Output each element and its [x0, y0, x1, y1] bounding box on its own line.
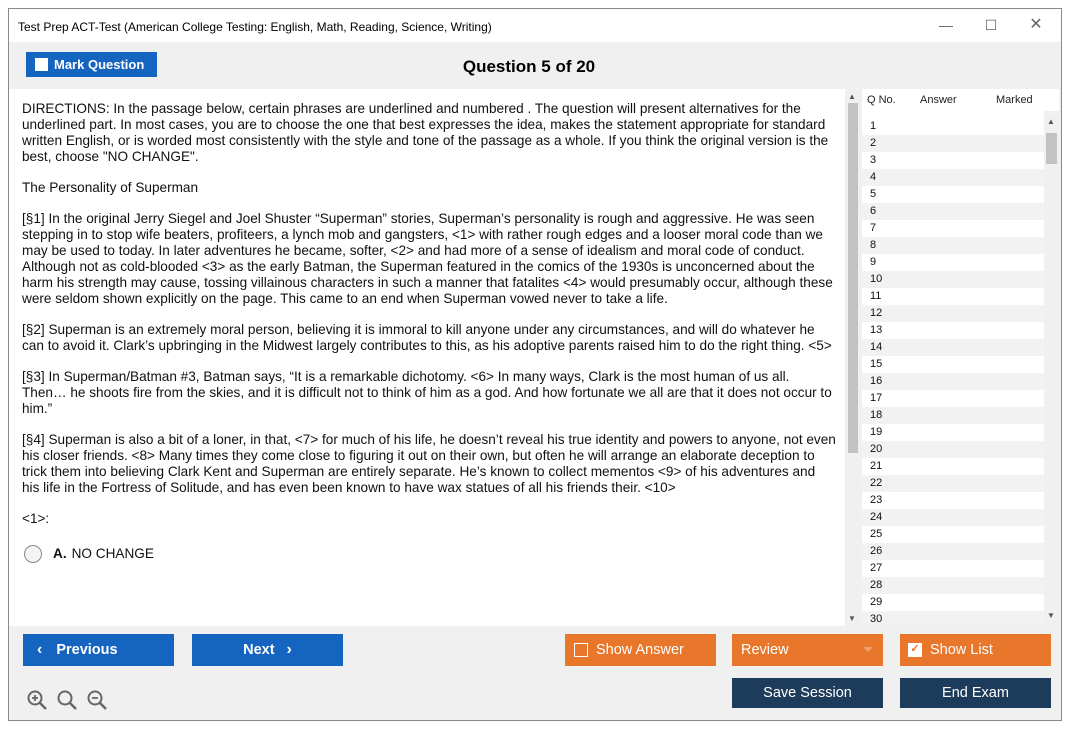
question-list-row[interactable]: 12: [862, 305, 1044, 322]
question-list-row[interactable]: 29: [870, 596, 883, 608]
question-list-row[interactable]: 15: [870, 358, 883, 370]
question-list-row[interactable]: 4: [862, 169, 1044, 186]
passage-paragraph-4: [§4] Superman is also a bit of a loner, in that, <7> for much of his life, he doesn’t reveal his true identity and powers to anyone, not even his closer friends. <8> Many times they come close to figuring it out on their own, but often he will arrange an elaborate deception to trick them into believing Clark Kent and Superman are entirely separate. He’s known to collect mementos <9> of his adventures and his life in the Fortress of Solitude, and has even been known to have wax statues of all his friends their. <10>: [22, 432, 836, 495]
question-list-row[interactable]: 2: [862, 135, 1044, 152]
next-button[interactable]: [192, 634, 343, 666]
answer-radio[interactable]: [24, 545, 42, 563]
question-list-row[interactable]: 23: [870, 494, 883, 506]
minimize-button[interactable]: —: [939, 17, 953, 33]
question-list-row[interactable]: 8: [862, 237, 1044, 254]
answer-text: NO CHANGE: [71, 546, 154, 561]
question-list: [862, 89, 1059, 626]
review-dropdown[interactable]: [732, 634, 883, 666]
question-list-row[interactable]: 13: [870, 324, 883, 336]
question-list-row[interactable]: 3: [870, 154, 877, 166]
show-list-checkbox[interactable]: ✓: [908, 643, 922, 657]
review-label: Review: [741, 642, 789, 658]
caret-down-icon: [863, 647, 873, 652]
question-list-row[interactable]: 16: [862, 373, 1044, 390]
question-list-row[interactable]: 6: [862, 203, 1044, 220]
question-list-row[interactable]: 5: [870, 188, 877, 200]
mark-question-checkbox[interactable]: [35, 58, 48, 71]
question-list-row[interactable]: 19: [870, 426, 883, 438]
question-list-row[interactable]: 22: [862, 475, 1044, 492]
end-exam-button[interactable]: [900, 678, 1051, 708]
maximize-button[interactable]: ☐: [984, 17, 998, 33]
mark-question-label: Mark Question: [54, 57, 145, 72]
window-title: Test Prep ACT-Test (American College Testing: English, Math, Reading, Science, Writing): [18, 20, 492, 34]
passage-paragraph-2: [§2] Superman is an extremely moral person, believing it is immoral to kill anyone under any circumstances, and will do whatever he can to avoid it. Clark’s upbringing in the Midwest largely contributes to this, as his adoptive parents raised him to do the right thing. <5>: [22, 322, 832, 353]
question-list-scroll-thumb[interactable]: [1046, 133, 1057, 164]
passage-scrollbar[interactable]: [845, 89, 861, 626]
question-list-row[interactable]: 30: [862, 611, 1044, 626]
question-rows: [862, 118, 1044, 626]
question-list-row[interactable]: 21: [870, 460, 883, 472]
passage-paragraph-3: [§3] In Superman/Batman #3, Batman says, “It is a remarkable dichotomy. <6> In many ways, Clark is the most human of us all. Then… he shoots fire from the skies, and it is difficult not to think of him as a god. And how fortunate we all are that it does not occur to him.”: [22, 369, 832, 416]
passage-heading: The Personality of Superman: [22, 180, 199, 195]
show-answer-checkbox[interactable]: [574, 643, 588, 657]
end-exam-label: End Exam: [942, 685, 1009, 701]
previous-label: Previous: [56, 642, 118, 658]
question-list-row[interactable]: 26: [862, 543, 1044, 560]
next-label: Next: [243, 642, 275, 658]
passage-paragraph-1: [§1] In the original Jerry Siegel and Joel Shuster “Superman” stories, Superman’s personality is rough and aggressive. He was seen stepping in to stop wife beaters, profiteers, a lynch mob and gangsters, <1> with rather rough edges and a looser moral code than we may be used to today. In later adventures he became, softer, <2> and had more of a sense of idealism and moral code of conduct. Although not as cold-blooded <3> as the early Batman, the Superman featured in the comics of the 1930s is unconcerned about the harm his strength may cause, tossing villainous characters in such a manner that fatalites <4> would presumably occur, although these were seldom shown explicitly on the page. This came to an end when Superman vowed never to take a life.: [22, 211, 833, 306]
directions-text: DIRECTIONS: In the passage below, certain phrases are underlined and numbered . The question will present alternatives for the underlined part. In most cases, you are to choose the one that best expresses the idea, makes the statement appropriate for standard written English, or is worded most consistently with the style and tone of the passage as a whole. If you think the original version is the best, choose "NO CHANGE".: [22, 101, 829, 164]
question-list-row[interactable]: 9: [870, 256, 877, 268]
question-list-row[interactable]: 18: [862, 407, 1044, 424]
chevron-left-icon: ‹: [37, 641, 43, 658]
previous-button[interactable]: [23, 634, 174, 666]
list-scroll-down-icon[interactable]: ▼: [1047, 611, 1055, 620]
column-answer: Answer: [920, 94, 957, 106]
zoom-out-icon[interactable]: [86, 689, 108, 711]
close-button[interactable]: ✕: [1029, 16, 1043, 33]
question-list-row[interactable]: 28: [862, 577, 1044, 594]
passage-content: [22, 101, 836, 563]
question-list-row[interactable]: 11: [870, 290, 882, 302]
save-session-label: Save Session: [763, 685, 852, 701]
question-list-row[interactable]: 25: [870, 528, 883, 540]
zoom-reset-icon[interactable]: [56, 689, 78, 711]
answer-option-a[interactable]: [24, 545, 836, 563]
question-list-row[interactable]: 17: [870, 392, 883, 404]
show-list-label: Show List: [930, 642, 993, 658]
passage-panel: [9, 89, 845, 626]
chevron-right-icon: ›: [286, 641, 292, 658]
mark-question-button[interactable]: [26, 52, 157, 77]
show-list-button[interactable]: [900, 634, 1051, 666]
save-session-button[interactable]: [732, 678, 883, 708]
show-answer-button[interactable]: [565, 634, 716, 666]
question-title: Question 5 of 20: [462, 57, 596, 76]
passage-scroll-thumb[interactable]: [848, 103, 858, 453]
list-scroll-up-icon[interactable]: ▲: [1047, 117, 1055, 126]
question-list-row[interactable]: 20: [862, 441, 1044, 458]
question-list-row[interactable]: 7: [870, 222, 877, 234]
zoom-in-icon[interactable]: [26, 689, 48, 711]
answer-letter: A.: [53, 546, 67, 561]
column-marked: Marked: [996, 94, 1033, 106]
question-list-row[interactable]: 14: [862, 339, 1044, 356]
question-list-row[interactable]: 1: [870, 120, 877, 132]
question-list-row[interactable]: 27: [870, 562, 883, 574]
scroll-up-icon[interactable]: ▲: [848, 92, 856, 101]
scroll-down-icon[interactable]: ▼: [848, 614, 856, 623]
question-list-row[interactable]: 10: [862, 271, 1044, 288]
question-list-row[interactable]: 24: [862, 509, 1044, 526]
show-answer-label: Show Answer: [596, 642, 684, 658]
column-qno: Q No.: [867, 94, 896, 106]
title-bar: [9, 9, 1061, 42]
question-list-scrollbar[interactable]: [1044, 111, 1059, 626]
question-stem: <1>:: [22, 511, 50, 526]
app-window: [8, 8, 1062, 721]
question-list-header: [862, 89, 1059, 111]
